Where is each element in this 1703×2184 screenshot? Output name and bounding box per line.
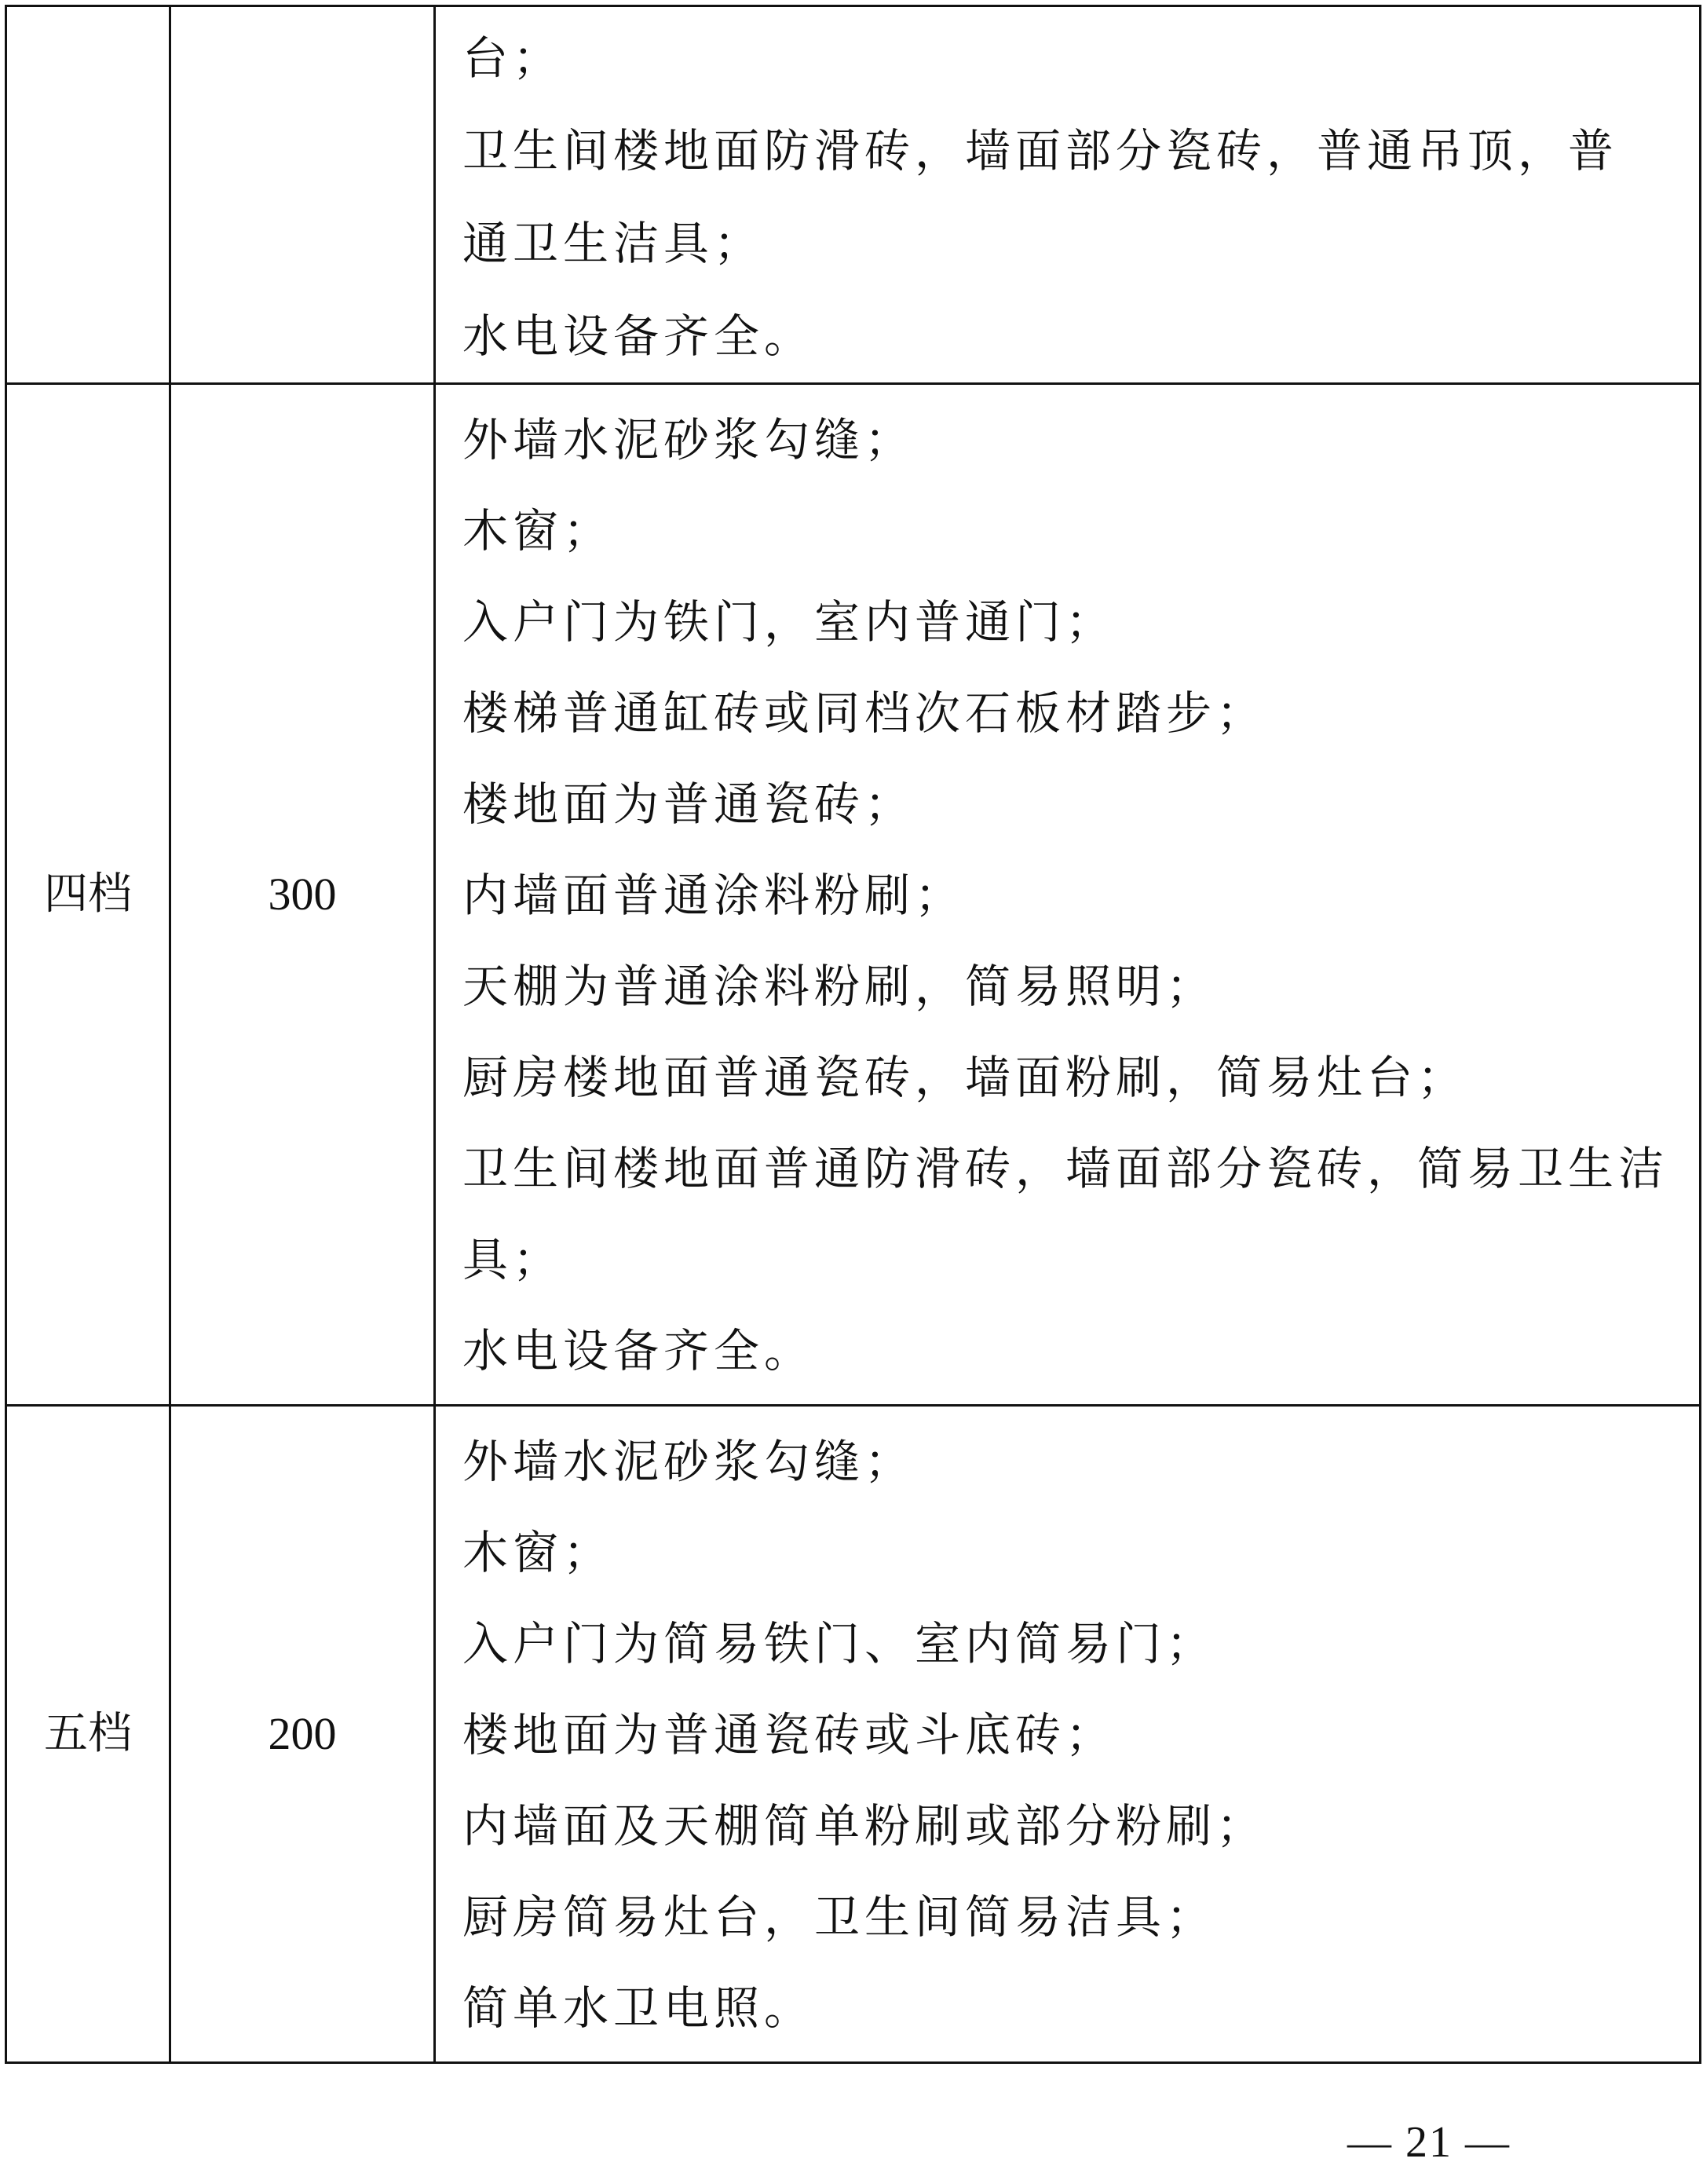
description-line: 楼地面为普通瓷砖； — [462, 777, 915, 831]
description-line: 内墙面普通涂料粉刷； — [462, 869, 966, 922]
description-line: 厨房简易灶台，卫生间简易洁具； — [462, 1890, 1217, 1944]
table-row-continued — [6, 6, 1701, 384]
description-line: 入户门为简易铁门、室内简易门； — [462, 1617, 1217, 1670]
description-line: 天棚为普通涂料粉刷，简易照明； — [462, 960, 1217, 1013]
description-line: 水电设备齐全。 — [462, 1324, 815, 1377]
description-line: 外墙水泥砂浆勾缝； — [462, 413, 915, 466]
standards-table-wrapper — [5, 5, 1699, 2064]
description-line: 入户门为铁门，室内普通门； — [462, 595, 1116, 649]
description-lines — [462, 385, 1676, 1404]
description-line: 楼地面为普通瓷砖或斗底砖； — [462, 1708, 1116, 1761]
description-lines — [462, 7, 1676, 382]
grade-cell: 五档 — [6, 1406, 170, 2063]
table-row-grade-four — [6, 384, 1701, 1406]
description-line: 具； — [462, 1233, 564, 1286]
description-line: 外墙水泥砂浆勾缝； — [462, 1435, 915, 1488]
description-lines — [462, 1407, 1676, 2061]
description-line: 通卫生洁具； — [462, 217, 765, 270]
description-line: 楼梯普通缸砖或同档次石板材踏步； — [462, 686, 1267, 740]
description-line: 台； — [462, 31, 564, 85]
description-cell — [435, 6, 1701, 384]
description-line: 内墙面及天棚简单粉刷或部分粉刷； — [462, 1799, 1267, 1853]
price-cell: 300 — [170, 384, 435, 1406]
grade-cell — [6, 6, 170, 384]
grade-cell: 四档 — [6, 384, 170, 1406]
price-cell — [170, 6, 435, 384]
description-cell — [435, 1406, 1701, 2063]
description-line: 卫生间楼地面普通防滑砖，墙面部分瓷砖，简易卫生洁 — [462, 1142, 1669, 1195]
page-number: — 21 — — [1347, 2118, 1511, 2167]
description-line: 厨房楼地面普通瓷砖，墙面粉刷，简易灶台； — [462, 1051, 1468, 1104]
table-row-grade-five — [6, 1406, 1701, 2063]
price-cell: 200 — [170, 1406, 435, 2063]
description-line: 简单水卫电照。 — [462, 1981, 815, 2035]
description-cell — [435, 384, 1701, 1406]
description-line: 卫生间楼地面防滑砖，墙面部分瓷砖，普通吊顶，普 — [462, 124, 1619, 177]
description-line: 水电设备齐全。 — [462, 309, 815, 363]
description-line: 木窗； — [462, 1526, 614, 1579]
standards-table — [5, 5, 1701, 2064]
description-line: 木窗； — [462, 504, 614, 558]
